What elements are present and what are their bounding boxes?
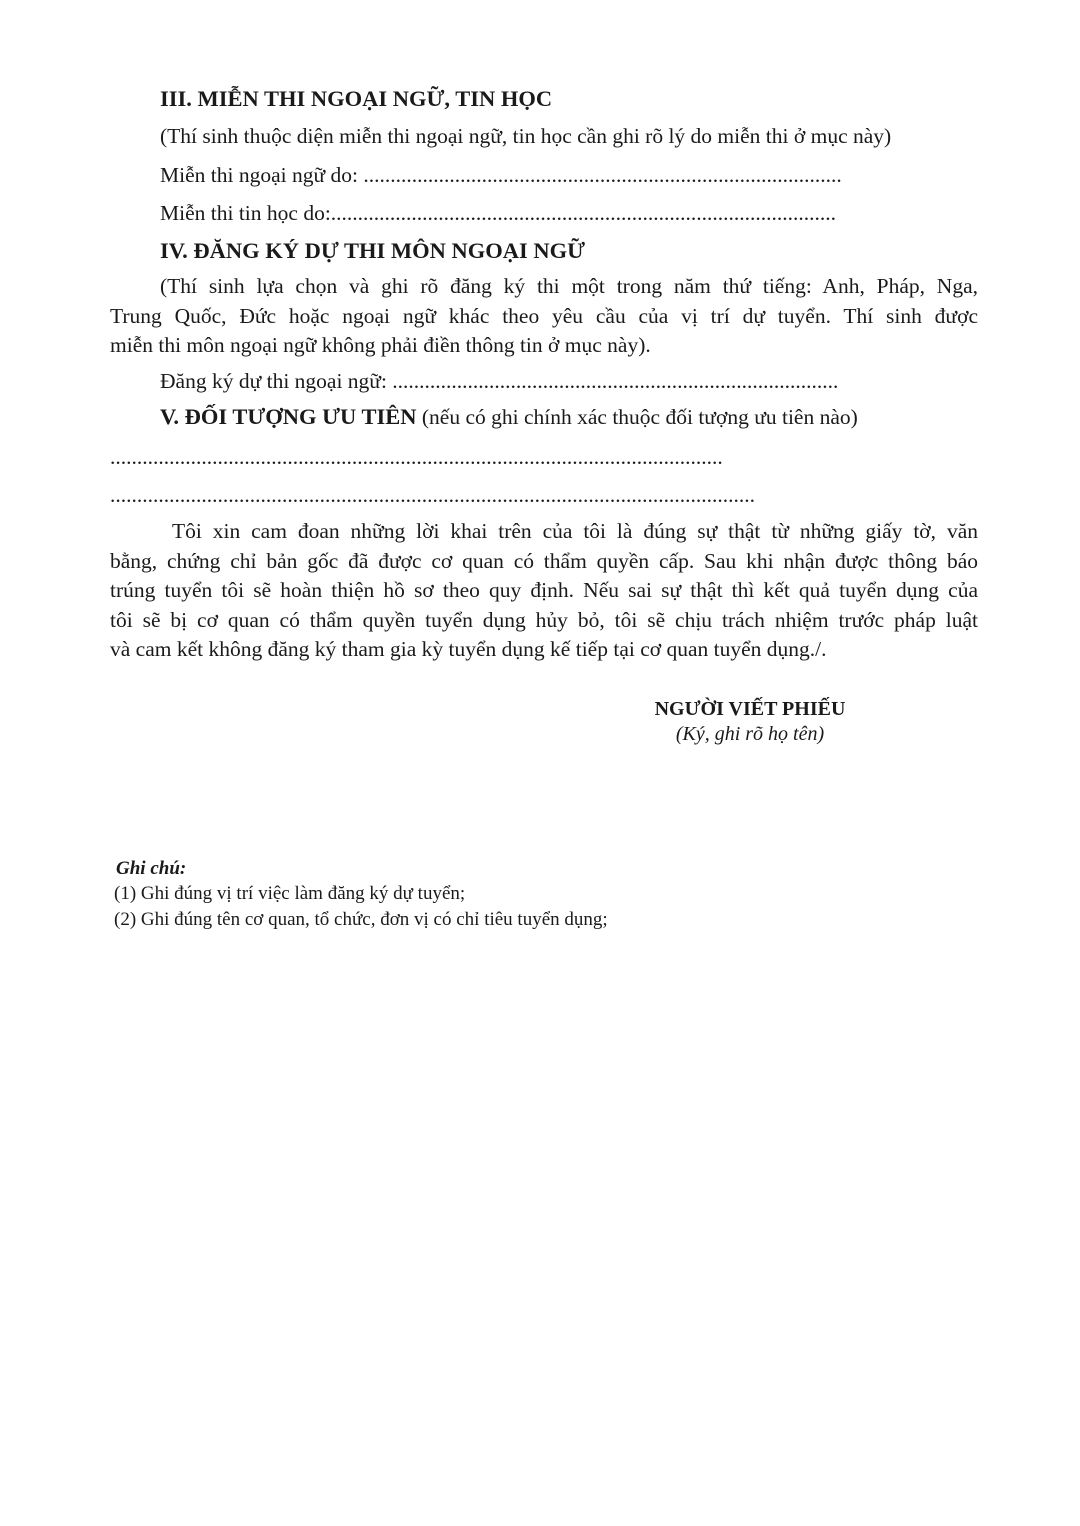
commitment-line: và cam kết không đăng ký tham gia kỳ tuyển dụng kế tiếp tại cơ quan tuyển dụng./. — [110, 637, 827, 661]
commitment-paragraph — [110, 517, 978, 665]
section-3-heading: III. MIỄN THI NGOẠI NGỮ, TIN HỌC — [160, 86, 553, 111]
commitment-line: trúng tuyển tôi sẽ hoàn thiện hồ sơ theo quy định. Nếu sai sự thật thì kết quả tuyển dụng của — [110, 578, 978, 602]
note-item: (1) Ghi đúng vị trí việc làm đăng ký dự tuyển; — [114, 883, 466, 904]
instruction-line: Trung Quốc, Đức hoặc ngoại ngữ khác theo yêu cầu của vị trí dự tuyển. Thí sinh được — [110, 303, 978, 328]
commitment-line: Tôi xin cam đoan những lời khai trên của tôi là đúng sự thật từ những giấy tờ, văn — [172, 519, 978, 543]
priority-blank-line[interactable]: ........................................................................................................................ — [110, 483, 755, 507]
notes-heading: Ghi chú: — [116, 858, 187, 879]
signature-subtitle: (Ký, ghi rõ họ tên) — [675, 723, 825, 745]
note-item: (2) Ghi đúng tên cơ quan, tổ chức, đơn vị có chỉ tiêu tuyển dụng; — [114, 909, 608, 930]
foreign-language-exempt-field[interactable]: Miễn thi ngoại ngữ do: ......................................................................................... — [160, 163, 842, 187]
instruction-line: (Thí sinh lựa chọn và ghi rõ đăng ký thi một trong năm thứ tiếng: Anh, Pháp, Nga, — [160, 274, 978, 298]
commitment-line: tôi sẽ bị cơ quan có thẩm quyền tuyển dụng hủy bỏ, tôi sẽ chịu trách nhiệm trước pháp luật — [110, 607, 978, 632]
section-5-heading: V. ĐỐI TƯỢNG ƯU TIÊN — [160, 404, 417, 429]
it-exempt-field[interactable]: Miễn thi tin học do:.............................................................................................. — [160, 201, 837, 225]
section-4-heading: IV. ĐĂNG KÝ DỰ THI MÔN NGOẠI NGỮ — [160, 238, 586, 263]
section-4-instruction — [110, 272, 978, 361]
register-language-field[interactable]: Đăng ký dự thi ngoại ngữ: ................................................................................... — [160, 369, 839, 393]
section-5-heading-row — [160, 406, 858, 429]
signature-title: NGƯỜI VIẾT PHIẾU — [654, 698, 846, 720]
commitment-line: bằng, chứng chỉ bản gốc đã được cơ quan có thẩm quyền cấp. Sau khi nhận được thông báo — [110, 548, 978, 573]
section-5-note: (nếu có ghi chính xác thuộc đối tượng ưu tiên nào) — [416, 405, 858, 429]
section-3-instruction: (Thí sinh thuộc diện miễn thi ngoại ngữ, tin học cần ghi rõ lý do miễn thi ở mục này) — [160, 124, 892, 148]
priority-blank-line[interactable]: .................................................................................................................. — [110, 445, 723, 469]
instruction-line: miễn thi môn ngoại ngữ không phải điền thông tin ở mục này). — [110, 333, 651, 357]
